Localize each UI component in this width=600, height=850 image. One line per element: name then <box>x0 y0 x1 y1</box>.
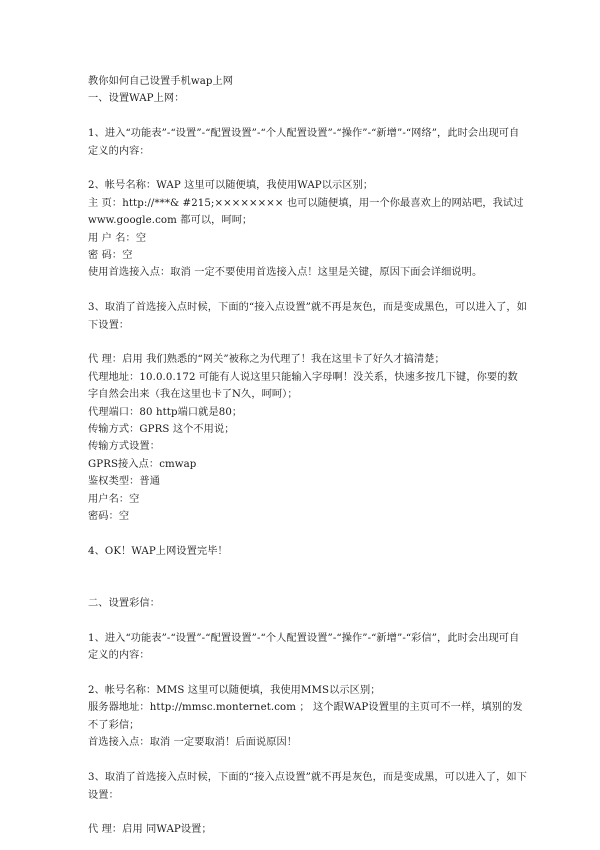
spacer <box>88 752 528 769</box>
section2-heading: 二、设置彩信： <box>88 598 161 610</box>
spacer <box>88 282 528 299</box>
section2-server: 服务器地址：http://mmsc.monternet.com ； 这个跟WAP设置里的主页可不一样，填别的发不了彩信； <box>88 702 523 731</box>
section1-proxy: 代 理：启用 我们熟悉的“网关”被称之为代理了！我在这里卡了好久才搞清楚； <box>88 354 445 366</box>
section1-step1: 1、进入“功能表”-“设置”-“配置设置”-“个人配置设置”-“操作”-“新增”-“网络”，此时会出现可自定义的内容： <box>88 128 520 157</box>
spacer <box>88 578 528 595</box>
section1-transport-settings: 传输方式设置： <box>88 441 161 453</box>
section1-transport: 传输方式：GPRS 这个不用说； <box>88 424 235 436</box>
spacer <box>88 160 528 177</box>
section2-step3: 3、取消了首选接入点时候，下面的“接入点设置”就不再是灰色，而是变成黑，可以进入了，如下设置： <box>88 772 527 801</box>
section1-step2-intro: 2、帐号名称：WAP 这里可以随便填，我使用WAP以示区别； <box>88 180 374 192</box>
section1-homepage: 主 页：http://***& #215;×××××××× 也可以随便填，用一个你最喜欢上的网站吧，我试过 www.google.com 都可以，呵呵； <box>88 197 524 227</box>
section1-proxy-address: 代理地址：10.0.0.172 可能有人说这里只能输入字母啊！没关系，快速多按几下键，你要的数字自然会出来（我在这里也卡了N久，呵呵）； <box>88 371 518 401</box>
section2-step1: 1、进入“功能表”-“设置”-“配置设置”-“个人配置设置”-“操作”-“新增”-“彩信”，此时会出现可自定义的内容： <box>88 632 520 662</box>
spacer <box>88 612 528 629</box>
document-body <box>88 73 528 839</box>
spacer <box>88 334 528 351</box>
spacer <box>88 108 528 125</box>
section1-proxy-port: 代理端口：80 http端口就是80； <box>88 406 243 418</box>
section2-proxy: 代 理：启用 同WAP设置； <box>88 824 212 836</box>
spacer <box>88 560 528 577</box>
section1-auth-type: 鉴权类型：普通 <box>88 476 161 488</box>
section1-preferred-ap: 使用首选接入点：取消 一定不要使用首选接入点！这里是关键，原因下面会详细说明。 <box>88 267 483 279</box>
section1-heading: 一、设置WAP上网： <box>88 93 185 105</box>
spacer <box>88 526 528 543</box>
section2-preferred-ap: 首选接入点：取消 一定要取消！后面说原因！ <box>88 737 298 749</box>
document-title: 教你如何自己设置手机wap上网 <box>88 76 234 87</box>
spacer <box>88 804 528 821</box>
section1-user: 用户名：空 <box>88 493 140 505</box>
section1-step4: 4、OK！WAP上网设置完毕！ <box>88 545 228 557</box>
section1-step3: 3、取消了首选接入点时候，下面的“接入点设置”就不再是灰色，而是变成黑色，可以进入了，如下设置： <box>88 302 527 331</box>
section1-password: 密 码：空 <box>88 250 133 262</box>
section1-username: 用 户 名：空 <box>88 232 147 244</box>
spacer <box>88 665 528 682</box>
section1-pass: 密码：空 <box>88 511 130 523</box>
section2-step2-intro: 2、帐号名称：MMS 这里可以随便填，我使用MMS以示区别； <box>88 685 381 697</box>
section1-gprs-ap: GPRS接入点：cmwap <box>88 458 197 470</box>
